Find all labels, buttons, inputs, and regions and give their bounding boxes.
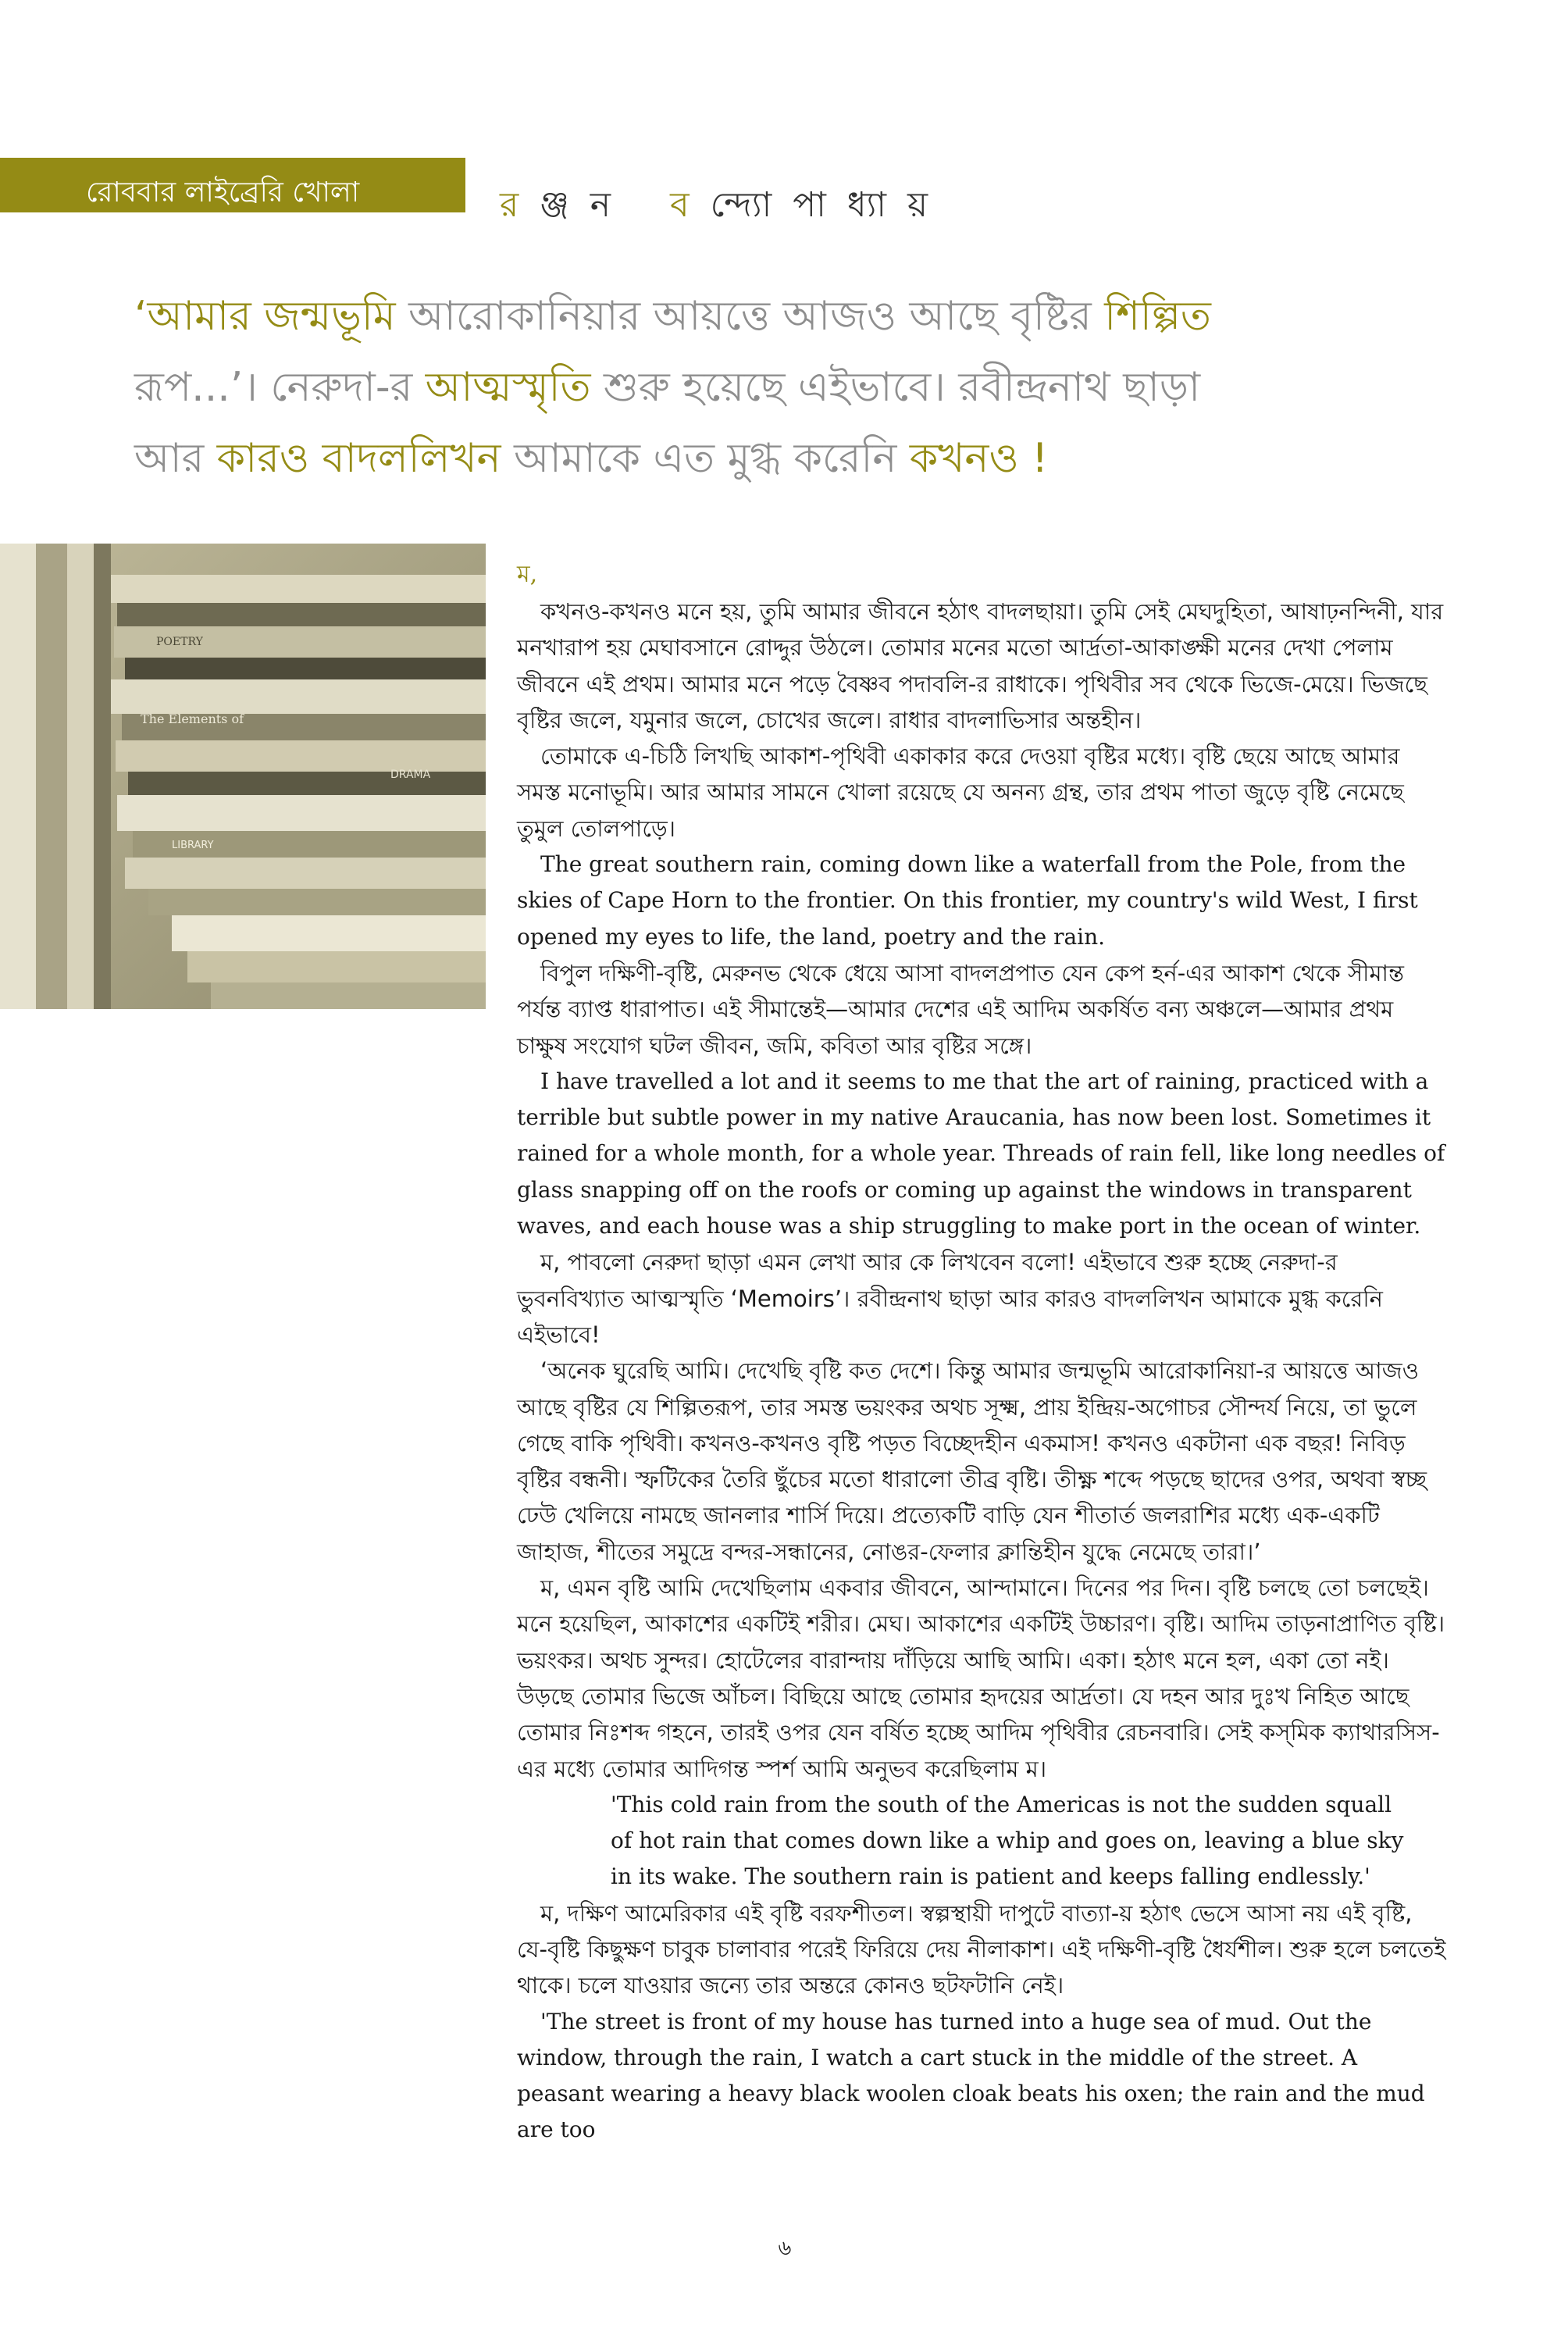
author-char: য় (907, 185, 928, 225)
author-char: ধ্যা (846, 185, 887, 225)
paragraph-english: 'The street is front of my house has turned into a huge sea of mud. Out the window, through the rain, I watch a cart stuck in the middle of the street. A peasant wearing a heavy black woolen cloak beats his oxen; the rain and the mud are too (517, 2008, 1425, 2143)
pull-quote-text: আমাকে এত মুগ্ধ করেনি (501, 435, 910, 482)
author-char: পা (793, 185, 826, 225)
author-char: ন (590, 185, 611, 225)
paragraph-english: The great southern rain, coming down like a waterfall from the Pole, from the skies of Cape Horn to the frontier. On this frontier, my country's wild West, I first opened my eyes to life, the land, poetry and the rain. (517, 851, 1418, 950)
pull-quote-highlight: কারও বাদললিখন (216, 435, 501, 482)
paragraph: ‘অনেক ঘুরেছি আমি। দেখেছি বৃষ্টি কত দেশে। কিন্তু আমার জন্মভূমি আরোকানিয়া-র আয়ত্তে আজও আছে বৃষ্টির যে শিল্পিতরূপ, তার সমস্ত ভয়ংকর অথচ সূক্ষ্ম, প্রায় ইন্দ্রিয়-অগোচর সৌন্দর্য নিয়ে, তা ভুলে গেছে বাকি পৃথিবী। কখনও-কখনও বৃষ্টি পড়ত বিচ্ছেদহীন একমাস! কখনও একটানা এক বছর! নিবিড় বৃষ্টির বন্ধনী। স্ফটিকের তৈরি ছুঁচের মতো ধারালো তীব্র বৃষ্টি। তীক্ষ্ণ শব্দে পড়ছে ছাদের ওপর, অথবা স্বচ্ছ ঢেউ খেলিয়ে নামছে জানলার শার্সি দিয়ে। প্রত্যেকটি বাড়ি যেন শীতার্ত জলরাশির মধ্যে এক-একটি জাহাজ, শীতের সমুদ্রে বন্দর-সন্ধানের, নোঙর-ফেলার ক্লান্তিহীন যুদ্ধে নেমেছে তারা।’ (517, 1357, 1427, 1565)
author-initial-first: র (500, 185, 519, 225)
pull-quote-line (134, 423, 1352, 494)
pull-quote-highlight: আত্মস্মৃতি (425, 364, 591, 411)
article-body (517, 559, 1448, 2149)
author-char: ন্দ্যো (710, 185, 772, 225)
author-char: ঞ্জ (540, 185, 569, 225)
page-number: ৬ (778, 2237, 792, 2260)
book-spine-text: POETRY (156, 636, 203, 648)
section-label: রোববার লাইব্রেরি খোলা (86, 177, 360, 209)
paragraph: ম, এমন বৃষ্টি আমি দেখেছিলাম একবার জীবনে, আন্দামানে। দিনের পর দিন। বৃষ্টি চলছে তো চলছেই। মনে হয়েছিল, আকাশের একটিই শরীর। মেঘ। আকাশের একটিই উচ্চারণ। বৃষ্টি। আদিম তাড়নাপ্রাণিত বৃষ্টি। ভয়ংকর। অথচ সুন্দর। হোটেলের বারান্দায় দাঁড়িয়ে আছি আমি। একা। হঠাৎ মনে হল, একা তো নই। উড়ছে তোমার ভিজে আঁচল। বিছিয়ে আছে তোমার হৃদয়ের আর্দ্রতা। যে দহন আর দুঃখ নিহিত আছে তোমার নিঃশব্দ গহনে, তারই ওপর যেন বর্ষিত হচ্ছে আদিম পৃথিবীর রেচনবারি। সেই কস্‌মিক ক্যাথারসিস-এর মধ্যে তোমার আদিগন্ত স্পর্শ আমি অনুভব করেছিলাম ম। (517, 1574, 1445, 1782)
author-name (500, 178, 938, 233)
book-stack-photo (0, 544, 486, 1009)
book-spine-text: DRAMA (390, 768, 431, 781)
pull-quote-line (134, 352, 1352, 423)
paragraph: ম, পাবলো নেরুদা ছাড়া এমন লেখা আর কে লিখবেন বলো! এইভাবে শুরু হচ্ছে নেরুদা-র ভুবনবিখ্যাত আত্মস্মৃতি ‘Memoirs’। রবীন্দ্রনাথ ছাড়া আর কারও বাদললিখন আমাকে মুগ্ধ করেনি এইভাবে! (517, 1249, 1383, 1348)
pull-quote-text: আরোকানিয়ার আয়ত্তে আজও আছে বৃষ্টির (395, 293, 1105, 340)
block-quote: 'This cold rain from the south of the Americas is not the sudden squall of hot rain that comes down like a whip and goes on, leaving a blue sky in its wake. The southern rain is patient and keeps falling endlessly.' (611, 1791, 1404, 1890)
pull-quote-line (134, 281, 1352, 352)
pull-quote-highlight: শিল্পিত (1104, 293, 1211, 340)
pull-quote-highlight: ‘আমার জন্মভূমি (134, 293, 396, 340)
paragraph: তোমাকে এ-চিঠি লিখছি আকাশ-পৃথিবী একাকার করে দেওয়া বৃষ্টির মধ্যে। বৃষ্টি ছেয়ে আছে আমার সমস্ত মনোভূমি। আর আমার সামনে খোলা রয়েছে যে অনন্য গ্রন্থ, তার প্রথম পাতা জুড়ে বৃষ্টি নেমেছে তুমুল তোলপাড়ে। (517, 743, 1404, 842)
pull-quote-text: শুরু হয়েছে এইভাবে। রবীন্দ্রনাথ ছাড়া (590, 364, 1201, 411)
pull-quote-text: রূপ...’। নেরুদা-র (134, 364, 426, 411)
pull-quote-highlight: কখনও ! (909, 435, 1049, 482)
book-stack-illustration (0, 544, 486, 1009)
book-spine-text: LIBRARY (172, 840, 214, 851)
author-initial-last: ব (670, 185, 690, 225)
paragraph-english: I have travelled a lot and it seems to me that the art of raining, practiced with a terrible but subtle power in my native Araucania, has now been lost. Sometimes it rained for a whole month, for a whole year. Threads of rain fell, like long needles of glass snapping off on the roofs or coming up against the windows in transparent waves, and each house was a ship struggling to make port in the ocean of winter. (517, 1068, 1445, 1239)
paragraph: কখনও-কখনও মনে হয়, তুমি আমার জীবনে হঠাৎ বাদলছায়া। তুমি সেই মেঘদুহিতা, আষাঢ়নন্দিনী, যার মনখারাপ হয় মেঘাবসানে রোদ্দুর উঠলে। তোমার মনের মতো আর্দ্রতা-আকাঙ্ক্ষী মনের দেখা পেলাম জীবনে এই প্রথম। আমার মনে পড়ে বৈষ্ণব পদাবলি-র রাধাকে। পৃথিবীর সব থেকে ভিজে-মেয়ে। ভিজছে বৃষ্টির জলে, যমুনার জলে, চোখের জলে। রাধার বাদলাভিসার অন্তহীন। (517, 598, 1444, 733)
paragraph: বিপুল দক্ষিণী-বৃষ্টি, মেরুনভ থেকে ধেয়ে আসা বাদলপ্রপাত যেন কেপ হর্ন-এর আকাশ থেকে সীমান্ত পর্যন্ত ব্যাপ্ত ধারাপাত। এই সীমান্তেই—আমার দেশের এই আদিম অকর্ষিত বন্য অঞ্চলে—আমার প্রথম চাক্ষুষ সংযোগ ঘটল জীবন, জমি, কবিতা আর বৃষ্টির সঙ্গে। (517, 959, 1404, 1059)
pull-quote-text: আর (134, 435, 217, 482)
book-spine-text: The Elements of (141, 711, 244, 726)
salutation: ম, (517, 561, 538, 588)
paragraph: ম, দক্ষিণ আমেরিকার এই বৃষ্টি বরফশীতল। স্বল্পস্থায়ী দাপুটে বাত্যা-য় হঠাৎ ভেসে আসা নয় এই বৃষ্টি, যে-বৃষ্টি কিছুক্ষণ চাবুক চালাবার পরেই ফিরিয়ে দেয় নীলাকাশ। এই দক্ষিণী-বৃষ্টি ধৈর্যশীল। শুরু হলে চলতেই থাকে। চলে যাওয়ার জন্যে তার অন্তরে কোনও ছটফটানি নেই। (517, 1899, 1446, 1999)
pull-quote (134, 281, 1352, 494)
